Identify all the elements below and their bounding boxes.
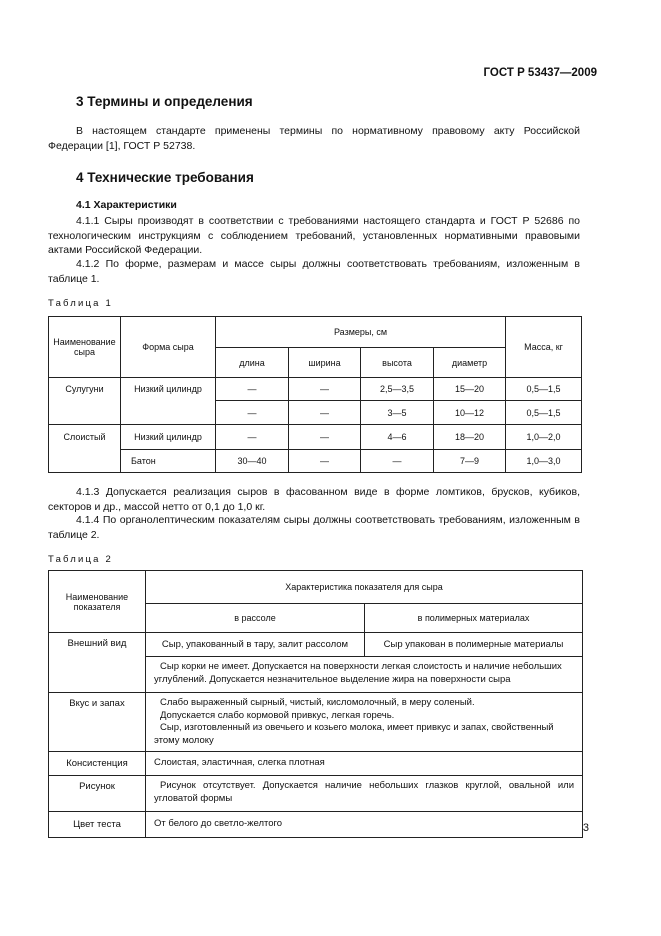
document-code: ГОСТ Р 53437—2009 — [483, 67, 597, 79]
section-4-title: 4 Технические требования — [76, 170, 254, 185]
t1-head-sizes: Размеры, см — [216, 317, 506, 348]
t1-cell: 1,0—2,0 — [506, 425, 582, 450]
t2-color-value: От белого до светло-желтого — [146, 812, 583, 838]
t1-cell: 30—40 — [216, 450, 289, 473]
t1-head-width: ширина — [289, 348, 361, 378]
section-3-title: 3 Термины и определения — [76, 94, 253, 109]
t2-appearance-brine: Сыр, упакованный в тару, залит рассолом — [146, 633, 365, 657]
page-number: 3 — [582, 822, 589, 834]
t2-taste-line: Допускается слабо кормовой привкус, легкая горечь. — [160, 709, 395, 721]
t1-head-length: длина — [216, 348, 289, 378]
t2-pattern-name: Рисунок — [49, 776, 146, 812]
t2-texture-value: Слоистая, эластичная, слегка плотная — [146, 752, 583, 776]
t1-head-height: высота — [361, 348, 434, 378]
t1-cell: 7—9 — [434, 450, 506, 473]
t1-cell-name: Сулугуни — [49, 378, 121, 425]
paragraph-4-1-3: 4.1.3 Допускается реализация сыров в фасованном виде в форме ломтиков, брусков, кубиков, секторов и др., массой нетто от 0,1 до 1,0 кг. — [48, 486, 580, 513]
t1-cell: — — [216, 378, 289, 401]
t2-texture-name: Консистенция — [49, 752, 146, 776]
t2-color-name: Цвет теста — [49, 812, 146, 838]
t1-cell: — — [289, 378, 361, 401]
t1-cell-shape: Низкий цилиндр — [121, 378, 216, 425]
t1-cell: 15—20 — [434, 378, 506, 401]
t1-cell: — — [216, 425, 289, 450]
paragraph-4-1-4: 4.1.4 По органолептическим показателям сыры должны соответствовать требованиям, изложенным в таблице 2. — [48, 514, 580, 541]
t2-appearance-common: Сыр корки не имеет. Допускается на поверхности легкая слоистость и наличие небольших углублений. Допускается незначительное выделение жира на поверхности сыра — [146, 657, 583, 693]
t1-cell: 1,0—3,0 — [506, 450, 582, 473]
t1-head-shape: Форма сыра — [121, 317, 216, 378]
t1-cell-shape: Низкий цилиндр — [121, 425, 216, 450]
t2-head-char: Характеристика показателя для сыра — [146, 571, 583, 604]
section-3-paragraph: В настоящем стандарте применены термины по нормативному правовому акту Российской Федерации [1], ГОСТ Р 52738. — [48, 125, 580, 152]
t1-cell: — — [216, 401, 289, 425]
table-2-caption: Таблица 2 — [48, 554, 113, 565]
t2-taste-value — [146, 693, 583, 752]
paragraph-4-1-1: 4.1.1 Сыры производят в соответствии с требованиями настоящего стандарта и ГОСТ Р 52686 по технологическим инструкциям с соблюдением требований, установленных нормативными правовыми актами Российской Федерации. — [48, 215, 580, 256]
t1-head-mass: Масса, кг — [506, 317, 582, 378]
t1-cell-shape: Батон — [121, 450, 216, 473]
t1-cell-name: Слоистый — [49, 425, 121, 473]
t1-head-name: Наименование сыра — [49, 317, 121, 378]
t2-head-name: Наименование показателя — [49, 571, 146, 633]
t2-taste-line: Слабо выраженный сырный, чистый, кисломолочный, в меру соленый. — [160, 697, 475, 708]
t1-cell: — — [289, 425, 361, 450]
t2-head-polymer: в полимерных материалах — [365, 604, 583, 633]
t1-cell: — — [289, 450, 361, 473]
t1-cell: — — [289, 401, 361, 425]
t2-appearance-name: Внешний вид — [49, 633, 146, 693]
t2-pattern-value: Рисунок отсутствует. Допускается наличие небольших глазков круглой, овальной или угловатой формы — [146, 776, 583, 812]
subsection-4-1-title: 4.1 Характеристики — [76, 199, 177, 211]
paragraph-4-1-2: 4.1.2 По форме, размерам и массе сыры должны соответствовать требованиям, изложенным в таблице 1. — [48, 258, 580, 285]
t1-cell: 0,5—1,5 — [506, 378, 582, 401]
t1-cell: 3—5 — [361, 401, 434, 425]
t2-appearance-polymer: Сыр упакован в полимерные материалы — [365, 633, 583, 657]
t1-cell: 18—20 — [434, 425, 506, 450]
t1-cell: — — [361, 450, 434, 473]
table-1 — [48, 316, 582, 473]
t1-cell: 4—6 — [361, 425, 434, 450]
t1-cell: 0,5—1,5 — [506, 401, 582, 425]
t1-cell: 2,5—3,5 — [361, 378, 434, 401]
t1-head-diameter: диаметр — [434, 348, 506, 378]
t1-cell: 10—12 — [434, 401, 506, 425]
table-2 — [48, 570, 583, 838]
t2-taste-name: Вкус и запах — [49, 693, 146, 752]
t2-taste-line: Сыр, изготовленный из овечьего и козьего молока, имеет привкус и запах, свойственный этому молоку — [154, 722, 554, 746]
t2-head-brine: в рассоле — [146, 604, 365, 633]
table-1-caption: Таблица 1 — [48, 298, 113, 309]
